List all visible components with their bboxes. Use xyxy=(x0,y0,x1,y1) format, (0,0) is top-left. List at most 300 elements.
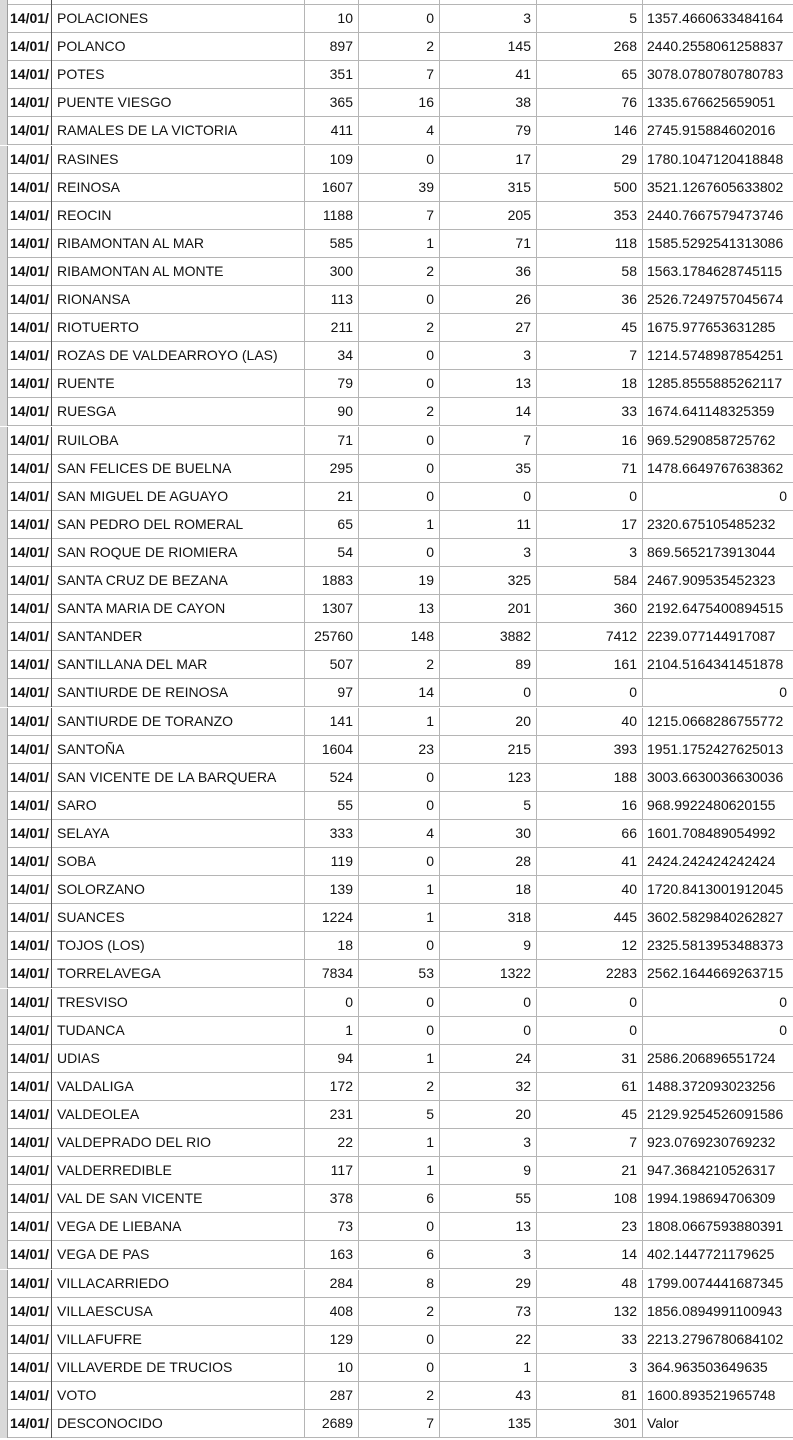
row-header-cell[interactable] xyxy=(0,1326,8,1354)
rate-cell[interactable]: 1600.893521965748 xyxy=(647,1386,776,1403)
value-cell-1[interactable]: 129 xyxy=(305,1326,359,1354)
value-cell-3[interactable]: 17 xyxy=(440,146,537,174)
value-cell-2[interactable]: 0 xyxy=(359,1017,440,1045)
value-cell-3[interactable]: 201 xyxy=(440,595,537,623)
row-header-cell[interactable] xyxy=(0,820,8,848)
municipio-cell[interactable]: PUENTE VIESGO xyxy=(52,89,305,117)
value-cell-2[interactable]: 2 xyxy=(359,1382,440,1410)
value-cell-3[interactable]: 36 xyxy=(440,258,537,286)
value-cell-1[interactable]: 1224 xyxy=(305,904,359,932)
municipio-cell[interactable]: VALDALIGA xyxy=(52,1073,305,1101)
value-cell-4[interactable]: 18 xyxy=(537,370,643,398)
municipio-cell[interactable]: REOCIN xyxy=(52,202,305,230)
value-cell-2[interactable]: 0 xyxy=(359,146,440,174)
value-cell-4[interactable]: 12 xyxy=(537,932,643,960)
value-cell-3[interactable]: 28 xyxy=(440,848,537,876)
value-cell-1[interactable]: 141 xyxy=(305,708,359,736)
municipio-cell[interactable]: SANTILLANA DEL MAR xyxy=(52,651,305,679)
date-cell[interactable]: 14/01/ xyxy=(8,1270,52,1298)
value-cell-4[interactable]: 61 xyxy=(537,1073,643,1101)
value-cell-3[interactable]: 11 xyxy=(440,511,537,539)
date-cell[interactable]: 14/01/ xyxy=(8,623,52,651)
value-cell-3[interactable]: 7 xyxy=(440,427,537,455)
rate-cell[interactable]: 2320.675105485232 xyxy=(647,515,776,532)
rate-cell[interactable]: 1994.198694706309 xyxy=(647,1190,776,1207)
value-cell-1[interactable]: 284 xyxy=(305,1270,359,1298)
value-cell-4[interactable]: 301 xyxy=(537,1410,643,1438)
value-cell-4[interactable]: 393 xyxy=(537,736,643,764)
row-header-cell[interactable] xyxy=(0,989,8,1017)
value-cell-4[interactable]: 40 xyxy=(537,708,643,736)
rate-cell[interactable]: 968.9922480620155 xyxy=(647,796,776,813)
value-cell-2[interactable]: 1 xyxy=(359,230,440,258)
row-header-cell[interactable] xyxy=(0,1213,8,1241)
value-cell-3[interactable]: 79 xyxy=(440,117,537,145)
value-cell-3[interactable]: 123 xyxy=(440,764,537,792)
value-cell-2[interactable]: 4 xyxy=(359,117,440,145)
date-cell[interactable]: 14/01/ xyxy=(8,511,52,539)
value-cell-3[interactable]: 20 xyxy=(440,708,537,736)
rate-cell[interactable]: 2192.6475400894515 xyxy=(647,600,784,617)
value-cell-1[interactable]: 408 xyxy=(305,1298,359,1326)
rate-cell[interactable]: 1585.5292541313086 xyxy=(647,234,784,251)
municipio-cell[interactable]: RIONANSA xyxy=(52,286,305,314)
date-cell[interactable]: 14/01/ xyxy=(8,595,52,623)
municipio-cell[interactable]: RUENTE xyxy=(52,370,305,398)
value-cell-2[interactable]: 0 xyxy=(359,539,440,567)
date-cell[interactable]: 14/01/ xyxy=(8,1298,52,1326)
value-cell-2[interactable]: 13 xyxy=(359,595,440,623)
value-cell-4[interactable]: 16 xyxy=(537,792,643,820)
value-cell-1[interactable]: 7834 xyxy=(305,960,359,988)
row-header-cell[interactable] xyxy=(0,1382,8,1410)
value-cell-1[interactable]: 79 xyxy=(305,370,359,398)
row-header-cell[interactable] xyxy=(0,1354,8,1382)
value-cell-3[interactable]: 3 xyxy=(440,1129,537,1157)
rate-cell[interactable]: 2586.206896551724 xyxy=(647,1049,776,1066)
value-cell-3[interactable]: 41 xyxy=(440,61,537,89)
municipio-cell[interactable]: RIOTUERTO xyxy=(52,314,305,342)
row-header-cell[interactable] xyxy=(0,848,8,876)
rate-cell[interactable]: 1951.1752427625013 xyxy=(647,740,784,757)
rate-cell[interactable]: 1357.4660633484164 xyxy=(647,10,784,26)
municipio-cell[interactable]: SUANCES xyxy=(52,904,305,932)
value-cell-3[interactable]: 18 xyxy=(440,876,537,904)
date-cell[interactable]: 14/01/ xyxy=(8,1157,52,1185)
date-cell[interactable]: 14/01/ xyxy=(8,258,52,286)
rate-cell[interactable]: 1799.0074441687345 xyxy=(647,1274,784,1291)
date-cell[interactable]: 14/01/ xyxy=(8,5,52,33)
municipio-cell[interactable]: RAMALES DE LA VICTORIA xyxy=(52,117,305,145)
value-cell-4[interactable]: 33 xyxy=(537,1326,643,1354)
row-header-cell[interactable] xyxy=(0,202,8,230)
date-cell[interactable]: 14/01/ xyxy=(8,89,52,117)
rate-cell[interactable]: 969.5290858725762 xyxy=(647,431,776,448)
municipio-cell[interactable]: RUESGA xyxy=(52,398,305,426)
value-cell-4[interactable]: 45 xyxy=(537,314,643,342)
value-cell-1[interactable]: 1307 xyxy=(305,595,359,623)
row-header-cell[interactable] xyxy=(0,146,8,174)
rate-cell[interactable]: 1856.0894991100943 xyxy=(647,1302,783,1319)
municipio-cell[interactable]: VILLAFUFRE xyxy=(52,1326,305,1354)
value-cell-2[interactable]: 2 xyxy=(359,314,440,342)
value-cell-4[interactable]: 0 xyxy=(537,1017,643,1045)
row-header-cell[interactable] xyxy=(0,483,8,511)
date-cell[interactable]: 14/01/ xyxy=(8,567,52,595)
rate-cell[interactable]: 869.5652173913044 xyxy=(647,543,776,560)
value-cell-1[interactable]: 22 xyxy=(305,1129,359,1157)
value-cell-3[interactable]: 35 xyxy=(440,455,537,483)
rate-cell[interactable]: 1674.641148325359 xyxy=(647,403,775,420)
date-cell[interactable]: 14/01/ xyxy=(8,1129,52,1157)
row-header-cell[interactable] xyxy=(0,1129,8,1157)
value-cell-4[interactable]: 0 xyxy=(537,679,643,707)
value-cell-1[interactable]: 163 xyxy=(305,1241,359,1269)
value-cell-3[interactable]: 0 xyxy=(440,989,537,1017)
value-cell-2[interactable]: 1 xyxy=(359,876,440,904)
value-cell-4[interactable]: 3 xyxy=(537,1354,643,1382)
municipio-cell[interactable]: SELAYA xyxy=(52,820,305,848)
row-header-cell[interactable] xyxy=(0,960,8,988)
municipio-cell[interactable]: ROZAS DE VALDEARROYO (LAS) xyxy=(52,342,305,370)
value-cell-1[interactable]: 287 xyxy=(305,1382,359,1410)
date-cell[interactable]: 14/01/ xyxy=(8,764,52,792)
date-cell[interactable]: 14/01/ xyxy=(8,876,52,904)
value-cell-4[interactable]: 7 xyxy=(537,342,643,370)
municipio-cell[interactable]: TOJOS (LOS) xyxy=(52,932,305,960)
value-cell-4[interactable]: 132 xyxy=(537,1298,643,1326)
value-cell-2[interactable]: 0 xyxy=(359,1326,440,1354)
value-cell-4[interactable]: 48 xyxy=(537,1270,643,1298)
value-cell-1[interactable]: 300 xyxy=(305,258,359,286)
municipio-cell[interactable]: SANTA MARIA DE CAYON xyxy=(52,595,305,623)
value-cell-1[interactable]: 10 xyxy=(305,1354,359,1382)
value-cell-3[interactable]: 9 xyxy=(440,932,537,960)
value-cell-2[interactable]: 6 xyxy=(359,1241,440,1269)
value-cell-2[interactable]: 1 xyxy=(359,708,440,736)
row-header-cell[interactable] xyxy=(0,708,8,736)
rate-cell[interactable]: 2325.5813953488373 xyxy=(647,937,784,954)
value-cell-2[interactable]: 0 xyxy=(359,848,440,876)
value-cell-3[interactable]: 3 xyxy=(440,539,537,567)
value-cell-1[interactable]: 365 xyxy=(305,89,359,117)
municipio-cell[interactable]: SANTOÑA xyxy=(52,736,305,764)
municipio-cell[interactable]: TUDANCA xyxy=(52,1017,305,1045)
value-cell-1[interactable]: 172 xyxy=(305,1073,359,1101)
value-cell-2[interactable]: 53 xyxy=(359,960,440,988)
value-cell-2[interactable]: 6 xyxy=(359,1185,440,1213)
row-header-cell[interactable] xyxy=(0,904,8,932)
value-cell-4[interactable]: 29 xyxy=(537,146,643,174)
row-header-cell[interactable] xyxy=(0,342,8,370)
value-cell-4[interactable]: 108 xyxy=(537,1185,643,1213)
date-cell[interactable]: 14/01/ xyxy=(8,651,52,679)
value-cell-3[interactable]: 135 xyxy=(440,1410,537,1438)
rate-cell[interactable]: 2440.7667579473746 xyxy=(647,206,784,223)
value-cell-4[interactable]: 445 xyxy=(537,904,643,932)
municipio-cell[interactable]: SOBA xyxy=(52,848,305,876)
date-cell[interactable]: 14/01/ xyxy=(8,679,52,707)
row-header-cell[interactable] xyxy=(0,876,8,904)
municipio-cell[interactable]: SAN VICENTE DE LA BARQUERA xyxy=(52,764,305,792)
rate-cell[interactable]: 364.963503649635 xyxy=(647,1358,768,1375)
date-cell[interactable]: 14/01/ xyxy=(8,314,52,342)
value-cell-2[interactable]: 8 xyxy=(359,1270,440,1298)
municipio-cell[interactable]: VILLAESCUSA xyxy=(52,1298,305,1326)
rate-cell[interactable]: 1214.5748987854251 xyxy=(647,347,784,364)
value-cell-4[interactable]: 16 xyxy=(537,427,643,455)
municipio-cell[interactable]: VILLACARRIEDO xyxy=(52,1270,305,1298)
rate-cell[interactable]: 947.3684210526317 xyxy=(647,1162,776,1179)
date-cell[interactable]: 14/01/ xyxy=(8,202,52,230)
date-cell[interactable]: 14/01/ xyxy=(8,1354,52,1382)
value-cell-1[interactable]: 90 xyxy=(305,398,359,426)
value-cell-1[interactable]: 113 xyxy=(305,286,359,314)
value-cell-2[interactable]: 7 xyxy=(359,61,440,89)
value-cell-4[interactable]: 40 xyxy=(537,876,643,904)
rate-cell[interactable]: 3003.6630036630036 xyxy=(647,768,784,785)
value-cell-4[interactable]: 33 xyxy=(537,398,643,426)
value-cell-4[interactable]: 500 xyxy=(537,174,643,202)
municipio-cell[interactable]: VALDERREDIBLE xyxy=(52,1157,305,1185)
municipio-cell[interactable]: POLANCO xyxy=(52,33,305,61)
rate-cell[interactable]: 2213.2796780684102 xyxy=(647,1330,784,1347)
date-cell[interactable]: 14/01/ xyxy=(8,146,52,174)
value-cell-1[interactable]: 1 xyxy=(305,1017,359,1045)
value-cell-3[interactable]: 5 xyxy=(440,792,537,820)
date-cell[interactable]: 14/01/ xyxy=(8,174,52,202)
value-cell-3[interactable]: 205 xyxy=(440,202,537,230)
value-cell-1[interactable]: 897 xyxy=(305,33,359,61)
value-cell-2[interactable]: 0 xyxy=(359,989,440,1017)
value-cell-1[interactable]: 139 xyxy=(305,876,359,904)
municipio-cell[interactable]: POTES xyxy=(52,61,305,89)
value-cell-3[interactable]: 24 xyxy=(440,1045,537,1073)
date-cell[interactable]: 14/01/ xyxy=(8,1101,52,1129)
value-cell-1[interactable]: 97 xyxy=(305,679,359,707)
municipio-cell[interactable]: TRESVISO xyxy=(52,989,305,1017)
date-cell[interactable]: 14/01/ xyxy=(8,370,52,398)
row-header-cell[interactable] xyxy=(0,736,8,764)
value-cell-1[interactable]: 524 xyxy=(305,764,359,792)
rate-cell[interactable]: 1215.0668286755772 xyxy=(647,712,784,729)
row-header-cell[interactable] xyxy=(0,1410,8,1438)
date-cell[interactable]: 14/01/ xyxy=(8,427,52,455)
rate-cell[interactable]: 2424.242424242424 xyxy=(647,853,776,869)
municipio-cell[interactable]: UDIAS xyxy=(52,1045,305,1073)
row-header-cell[interactable] xyxy=(0,792,8,820)
municipio-cell[interactable]: VILLAVERDE DE TRUCIOS xyxy=(52,1354,305,1382)
row-header-cell[interactable] xyxy=(0,314,8,342)
value-cell-1[interactable]: 94 xyxy=(305,1045,359,1073)
value-cell-3[interactable]: 89 xyxy=(440,651,537,679)
date-cell[interactable]: 14/01/ xyxy=(8,483,52,511)
municipio-cell[interactable]: TORRELAVEGA xyxy=(52,960,305,988)
value-cell-1[interactable]: 211 xyxy=(305,314,359,342)
date-cell[interactable]: 14/01/ xyxy=(8,1326,52,1354)
date-cell[interactable]: 14/01/ xyxy=(8,736,52,764)
date-cell[interactable]: 14/01/ xyxy=(8,932,52,960)
value-cell-2[interactable]: 0 xyxy=(359,932,440,960)
date-cell[interactable]: 14/01/ xyxy=(8,342,52,370)
value-cell-3[interactable]: 1322 xyxy=(440,960,537,988)
municipio-cell[interactable]: SANTIURDE DE TORANZO xyxy=(52,708,305,736)
value-cell-3[interactable]: 32 xyxy=(440,1073,537,1101)
date-cell[interactable]: 14/01/ xyxy=(8,960,52,988)
value-cell-4[interactable]: 0 xyxy=(537,483,643,511)
value-cell-3[interactable]: 38 xyxy=(440,89,537,117)
row-header-cell[interactable] xyxy=(0,61,8,89)
value-cell-3[interactable]: 73 xyxy=(440,1298,537,1326)
value-cell-4[interactable]: 161 xyxy=(537,651,643,679)
value-cell-2[interactable]: 0 xyxy=(359,792,440,820)
municipio-cell[interactable]: RUILOBA xyxy=(52,427,305,455)
row-header-cell[interactable] xyxy=(0,511,8,539)
value-cell-2[interactable]: 19 xyxy=(359,567,440,595)
value-cell-1[interactable]: 71 xyxy=(305,427,359,455)
value-cell-2[interactable]: 0 xyxy=(359,342,440,370)
rate-cell[interactable]: 1335.676625659051 xyxy=(647,94,776,111)
value-cell-4[interactable]: 76 xyxy=(537,89,643,117)
rate-cell[interactable]: 923.0769230769232 xyxy=(647,1134,776,1150)
value-cell-2[interactable]: 7 xyxy=(359,202,440,230)
value-cell-4[interactable]: 36 xyxy=(537,286,643,314)
row-header-cell[interactable] xyxy=(0,455,8,483)
row-header-cell[interactable] xyxy=(0,1157,8,1185)
value-cell-4[interactable]: 17 xyxy=(537,511,643,539)
municipio-cell[interactable]: SAN PEDRO DEL ROMERAL xyxy=(52,511,305,539)
value-cell-2[interactable]: 2 xyxy=(359,33,440,61)
value-cell-3[interactable]: 3 xyxy=(440,5,537,33)
value-cell-2[interactable]: 0 xyxy=(359,1354,440,1382)
value-cell-3[interactable]: 20 xyxy=(440,1101,537,1129)
value-cell-2[interactable]: 0 xyxy=(359,286,440,314)
date-cell[interactable]: 14/01/ xyxy=(8,989,52,1017)
rate-cell[interactable]: 0 xyxy=(779,487,787,504)
value-cell-3[interactable]: 71 xyxy=(440,230,537,258)
row-header-cell[interactable] xyxy=(0,89,8,117)
value-cell-1[interactable]: 109 xyxy=(305,146,359,174)
row-header-cell[interactable] xyxy=(0,1017,8,1045)
value-cell-2[interactable]: 0 xyxy=(359,1213,440,1241)
row-header-cell[interactable] xyxy=(0,679,8,707)
rate-cell[interactable]: 0 xyxy=(779,684,787,701)
row-header-cell[interactable] xyxy=(0,117,8,145)
value-cell-3[interactable]: 13 xyxy=(440,1213,537,1241)
rate-cell[interactable]: 0 xyxy=(779,1021,787,1038)
rate-cell[interactable]: 2440.2558061258837 xyxy=(647,38,784,55)
value-cell-1[interactable]: 119 xyxy=(305,848,359,876)
value-cell-2[interactable]: 0 xyxy=(359,5,440,33)
date-cell[interactable]: 14/01/ xyxy=(8,1382,52,1410)
municipio-cell[interactable]: VAL DE SAN VICENTE xyxy=(52,1185,305,1213)
value-cell-4[interactable]: 23 xyxy=(537,1213,643,1241)
value-cell-3[interactable]: 315 xyxy=(440,174,537,202)
value-cell-1[interactable]: 65 xyxy=(305,511,359,539)
value-cell-2[interactable]: 23 xyxy=(359,736,440,764)
value-cell-3[interactable]: 27 xyxy=(440,314,537,342)
value-cell-2[interactable]: 14 xyxy=(359,679,440,707)
value-cell-1[interactable]: 55 xyxy=(305,792,359,820)
rate-cell[interactable]: 2104.5164341451878 xyxy=(647,656,784,673)
value-cell-3[interactable]: 3 xyxy=(440,342,537,370)
rate-cell[interactable]: 1720.8413001912045 xyxy=(647,881,784,898)
municipio-cell[interactable]: VEGA DE PAS xyxy=(52,1241,305,1269)
value-cell-2[interactable]: 16 xyxy=(359,89,440,117)
row-header-cell[interactable] xyxy=(0,1073,8,1101)
value-cell-1[interactable]: 73 xyxy=(305,1213,359,1241)
value-cell-4[interactable]: 65 xyxy=(537,61,643,89)
rate-cell[interactable]: 1285.8555885262117 xyxy=(647,375,783,392)
value-cell-1[interactable]: 507 xyxy=(305,651,359,679)
row-header-cell[interactable] xyxy=(0,5,8,33)
rate-cell[interactable]: 1808.0667593880391 xyxy=(647,1218,784,1235)
value-cell-3[interactable]: 145 xyxy=(440,33,537,61)
value-cell-3[interactable]: 22 xyxy=(440,1326,537,1354)
rate-cell[interactable]: 2745.915884602016 xyxy=(647,122,776,139)
value-cell-1[interactable]: 351 xyxy=(305,61,359,89)
value-cell-4[interactable]: 5 xyxy=(537,5,643,33)
value-cell-2[interactable]: 1 xyxy=(359,1129,440,1157)
value-cell-2[interactable]: 2 xyxy=(359,398,440,426)
date-cell[interactable]: 14/01/ xyxy=(8,230,52,258)
rate-cell[interactable]: 2467.909535452323 xyxy=(647,572,776,588)
value-cell-1[interactable]: 117 xyxy=(305,1157,359,1185)
value-cell-2[interactable]: 1 xyxy=(359,1157,440,1185)
municipio-cell[interactable]: SOLORZANO xyxy=(52,876,305,904)
value-cell-1[interactable]: 1604 xyxy=(305,736,359,764)
value-cell-2[interactable]: 148 xyxy=(359,623,440,651)
rate-cell[interactable]: 3602.5829840262827 xyxy=(647,909,784,926)
municipio-cell[interactable]: SANTIURDE DE REINOSA xyxy=(52,679,305,707)
value-cell-1[interactable]: 1188 xyxy=(305,202,359,230)
date-cell[interactable]: 14/01/ xyxy=(8,1185,52,1213)
municipio-cell[interactable]: POLACIONES xyxy=(52,5,305,33)
municipio-cell[interactable]: SAN ROQUE DE RIOMIERA xyxy=(52,539,305,567)
rate-cell[interactable]: 2239.077144917087 xyxy=(647,628,776,645)
value-cell-2[interactable]: 5 xyxy=(359,1101,440,1129)
date-cell[interactable]: 14/01/ xyxy=(8,820,52,848)
value-cell-2[interactable]: 1 xyxy=(359,511,440,539)
date-cell[interactable]: 14/01/ xyxy=(8,33,52,61)
value-cell-1[interactable]: 411 xyxy=(305,117,359,145)
rate-cell[interactable]: 0 xyxy=(779,993,787,1010)
rate-cell[interactable]: 1488.372093023256 xyxy=(647,1077,776,1094)
value-cell-1[interactable]: 34 xyxy=(305,342,359,370)
value-cell-3[interactable]: 14 xyxy=(440,398,537,426)
value-cell-4[interactable]: 71 xyxy=(537,455,643,483)
value-cell-3[interactable]: 43 xyxy=(440,1382,537,1410)
value-cell-4[interactable]: 7 xyxy=(537,1129,643,1157)
value-cell-4[interactable]: 14 xyxy=(537,1241,643,1269)
value-cell-4[interactable]: 188 xyxy=(537,764,643,792)
value-cell-2[interactable]: 2 xyxy=(359,651,440,679)
value-cell-2[interactable]: 2 xyxy=(359,1298,440,1326)
value-cell-1[interactable]: 1607 xyxy=(305,174,359,202)
date-cell[interactable]: 14/01/ xyxy=(8,708,52,736)
row-header-cell[interactable] xyxy=(0,539,8,567)
rate-cell[interactable]: 1563.1784628745115 xyxy=(647,262,783,279)
municipio-cell[interactable]: SARO xyxy=(52,792,305,820)
row-header-cell[interactable] xyxy=(0,33,8,61)
value-cell-3[interactable]: 3882 xyxy=(440,623,537,651)
municipio-cell[interactable]: REINOSA xyxy=(52,174,305,202)
date-cell[interactable]: 14/01/ xyxy=(8,848,52,876)
value-cell-1[interactable]: 378 xyxy=(305,1185,359,1213)
rate-cell[interactable]: 1780.1047120418848 xyxy=(647,150,784,167)
date-cell[interactable]: 14/01/ xyxy=(8,286,52,314)
value-cell-3[interactable]: 3 xyxy=(440,1241,537,1269)
